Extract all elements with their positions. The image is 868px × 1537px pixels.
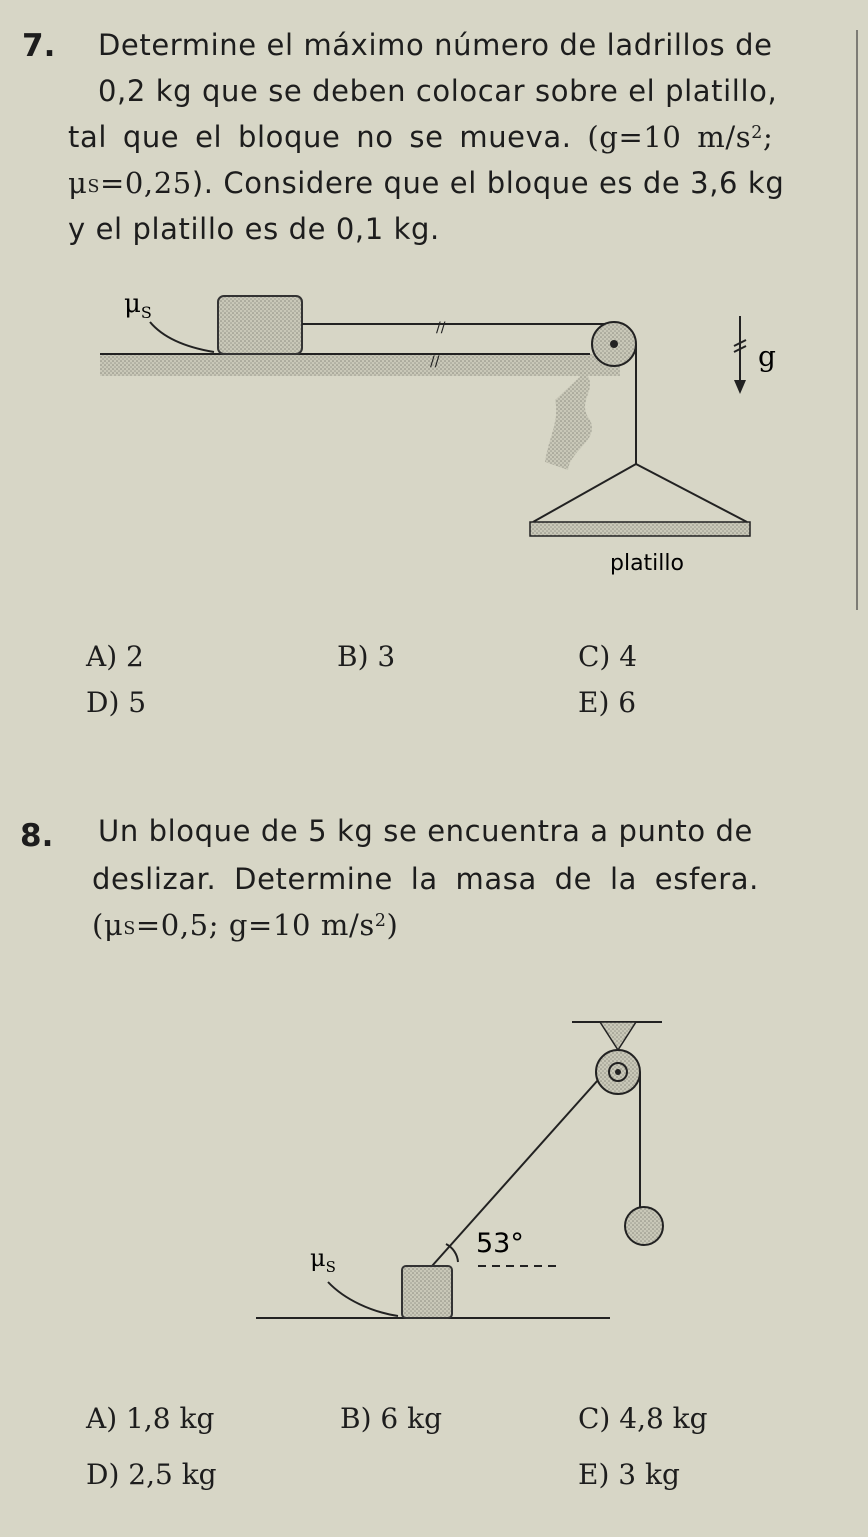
q7-option-b[interactable]: B) 3: [337, 640, 396, 673]
q7-rope-mark-2: //: [430, 354, 440, 370]
q7-line-2: 0,2 kg que se deben colocar sobre el platillo,: [98, 74, 778, 108]
q8-line-1: Un bloque de 5 kg se encuentra a punto de: [98, 814, 753, 848]
q8-cond-end: ): [386, 908, 399, 942]
q8-cond-sub: S: [123, 919, 136, 939]
q8-option-c[interactable]: C) 4,8 kg: [578, 1402, 708, 1435]
q8-pulley-axle: [615, 1069, 621, 1075]
q7-mu-sub: S: [87, 177, 100, 197]
q7-option-d[interactable]: D) 5: [86, 686, 147, 719]
q8-block: [402, 1266, 452, 1318]
q8-cond-sup: 2: [374, 911, 387, 931]
q8-fig-mu: $\mu_S$: [310, 1244, 336, 1276]
q8-cond-start: (μ: [92, 908, 124, 942]
q7-option-a[interactable]: A) 2: [86, 640, 144, 673]
q7-number: 7.: [22, 28, 56, 64]
q7-fig-g: g: [758, 340, 776, 373]
q7-rope-mark-1: //: [436, 320, 446, 336]
q8-fig-angle: 53°: [476, 1228, 524, 1259]
q8-option-a[interactable]: A) 1,8 kg: [86, 1402, 215, 1435]
q7-g-sup: 2: [751, 123, 763, 143]
q7-g-end: ;: [762, 120, 774, 154]
q8-sphere: [625, 1207, 663, 1245]
q8-angle-arc: [446, 1244, 458, 1262]
q7-line-5: y el platillo es de 0,1 kg.: [68, 212, 440, 246]
q8-line-2: deslizar. Determine la masa de la esfera.: [92, 862, 759, 896]
q8-pulley-mount: [600, 1022, 636, 1050]
q8-option-b[interactable]: B) 6 kg: [340, 1402, 443, 1435]
q7-option-e[interactable]: E) 6: [578, 686, 637, 719]
q8-option-e[interactable]: E) 3 kg: [578, 1458, 680, 1491]
q7-option-c[interactable]: C) 4: [578, 640, 638, 673]
q8-mu-pointer: [328, 1282, 398, 1316]
q7-mu-val: =0,25: [99, 166, 192, 200]
q8-option-d[interactable]: D) 2,5 kg: [86, 1458, 217, 1491]
q8-number: 8.: [20, 818, 54, 854]
q7-g-eq-text: (g=10 m/s: [587, 120, 752, 154]
q7-line-1: Determine el máximo número de ladrillos de: [98, 28, 773, 62]
q7-mu-symbol: μ: [68, 166, 88, 200]
q7-fig-mu: $\mu_S$: [124, 289, 152, 322]
q7-line-4-text: ). Considere que el bloque es de 3,6 kg: [191, 166, 785, 200]
q7-line-3-text: tal que el bloque no se mueva.: [68, 120, 572, 154]
q8-cond-mid: =0,5; g=10 m/s: [135, 908, 375, 942]
q7-fig-platillo: platillo: [610, 551, 684, 576]
